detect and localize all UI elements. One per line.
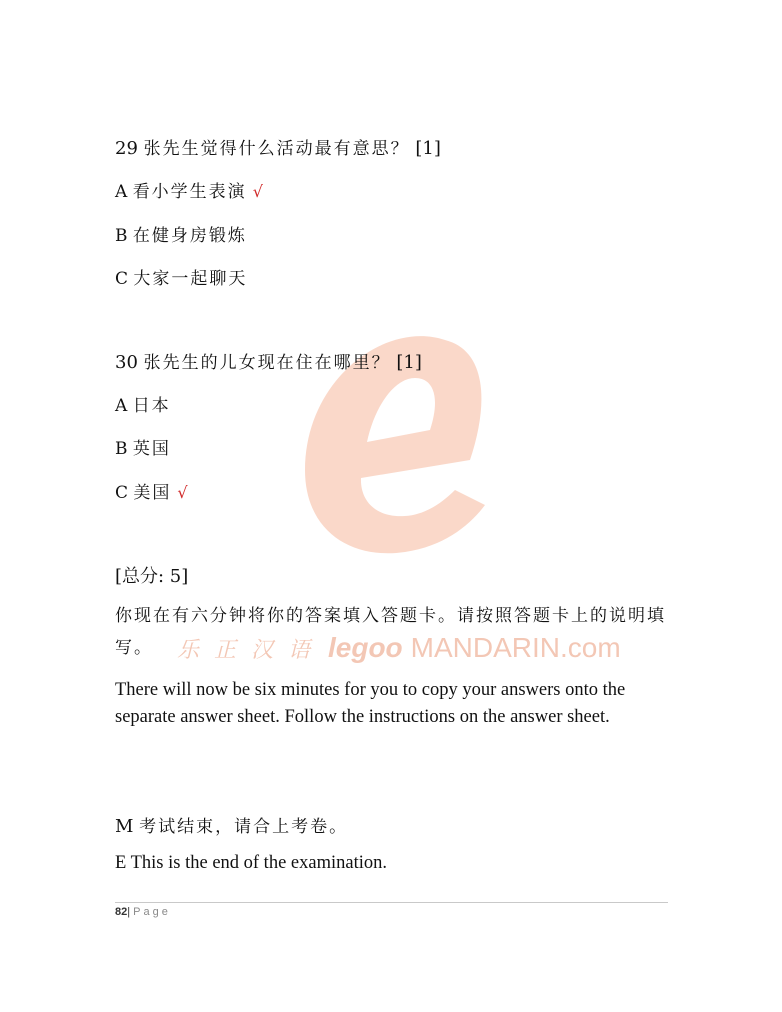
end-line-chinese: M 考试结束，请合上考卷。 (115, 816, 349, 837)
total-score: [总分: 5] (115, 566, 189, 587)
question-30 (115, 348, 422, 373)
option-30-c: C 美国 √ (115, 483, 188, 503)
option-29-b: B 在健身房锻炼 (115, 226, 247, 246)
question-number: 30 (115, 352, 138, 373)
question-number: 29 (115, 138, 138, 159)
footer-rule (115, 902, 668, 903)
page-label: Page (133, 906, 171, 918)
option-29-c: C 大家一起聊天 (115, 269, 248, 289)
option-30-a: A 日本 (115, 396, 171, 416)
instruction-english: There will now be six minutes for you to copy your answers onto the separate answer sheet. Follow the instructions on the answer sheet. (115, 680, 626, 727)
end-line-english: E This is the end of the examination. (115, 853, 387, 873)
option-30-b: B 英国 (115, 439, 171, 459)
instruction-chinese: 你现在有六分钟将你的答案填入答题卡。请按照答题卡上的说明填写。 (115, 606, 666, 658)
page-number: 82 (115, 906, 128, 918)
question-marks: [1] (396, 352, 422, 373)
option-29-a: A 看小学生表演 √ (115, 182, 263, 202)
watermark-text: 乐 正 汉 语 legoo MANDARIN.com (177, 632, 621, 663)
question-29 (115, 134, 441, 159)
question-text: 张先生的儿女现在住在哪里？ (143, 353, 391, 373)
question-text: 张先生觉得什么活动最有意思？ (143, 139, 410, 159)
question-marks: [1] (415, 138, 441, 159)
page-footer: 82| Page (115, 906, 171, 918)
check-icon: √ (252, 182, 263, 201)
check-icon: √ (177, 483, 188, 502)
